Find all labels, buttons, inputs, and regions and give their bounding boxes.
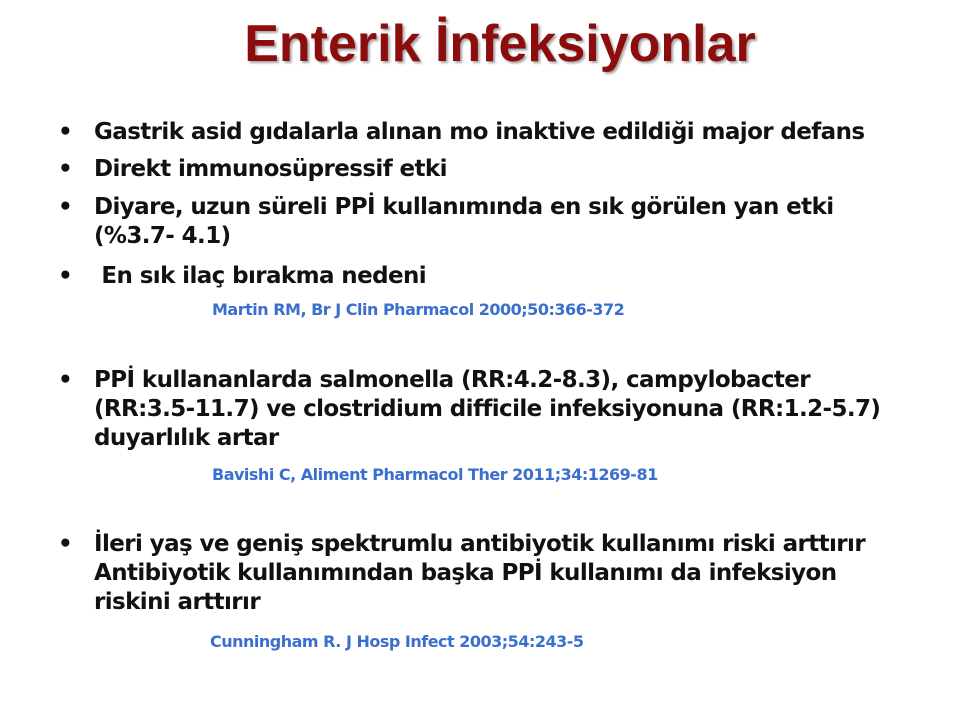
bullet-icon: • [58, 531, 73, 557]
bullet-item [58, 262, 918, 291]
bullet-item [58, 193, 878, 251]
bullet-text: İleri yaş ve geniş spektrumlu antibiyotik kullanımı riski arttırır Antibiyotik kullanımından başka PPİ kullanımı da infeksiyon riskini arttırır [94, 531, 866, 615]
bullet-icon: • [58, 194, 73, 220]
bullet-item [58, 366, 918, 453]
slide-title: Enterik İnfeksiyonlar [244, 15, 756, 73]
bullet-icon: • [58, 156, 73, 182]
bullet-text: PPİ kullananlarda salmonella (RR:4.2-8.3), campylobacter (RR:3.5-11.7) ve clostridium difficile infeksiyonuna (RR:1.2-5.7) duyarlılık artar [94, 367, 881, 451]
bullet-text: Direkt immunosüpressif etki [94, 156, 447, 182]
bullet-text: Diyare, uzun süreli PPİ kullanımında en sık görülen yan etki (%3.7- 4.1) [94, 194, 834, 249]
bullet-item [58, 118, 918, 147]
reference-citation: Cunningham R. J Hosp Infect 2003;54:243-5 [210, 632, 584, 651]
bullet-text: Gastrik asid gıdalarla alınan mo inaktive edildiği major defans [94, 119, 865, 145]
bullet-item [58, 530, 898, 617]
bullet-item [58, 155, 918, 184]
bullet-icon: • [58, 263, 73, 289]
bullet-icon: • [58, 119, 73, 145]
reference-citation: Bavishi C, Aliment Pharmacol Ther 2011;34:1269-81 [212, 465, 658, 484]
bullet-icon: • [58, 367, 73, 393]
bullet-text: En sık ilaç bırakma nedeni [94, 263, 427, 289]
reference-citation: Martin RM, Br J Clin Pharmacol 2000;50:366-372 [212, 300, 625, 319]
